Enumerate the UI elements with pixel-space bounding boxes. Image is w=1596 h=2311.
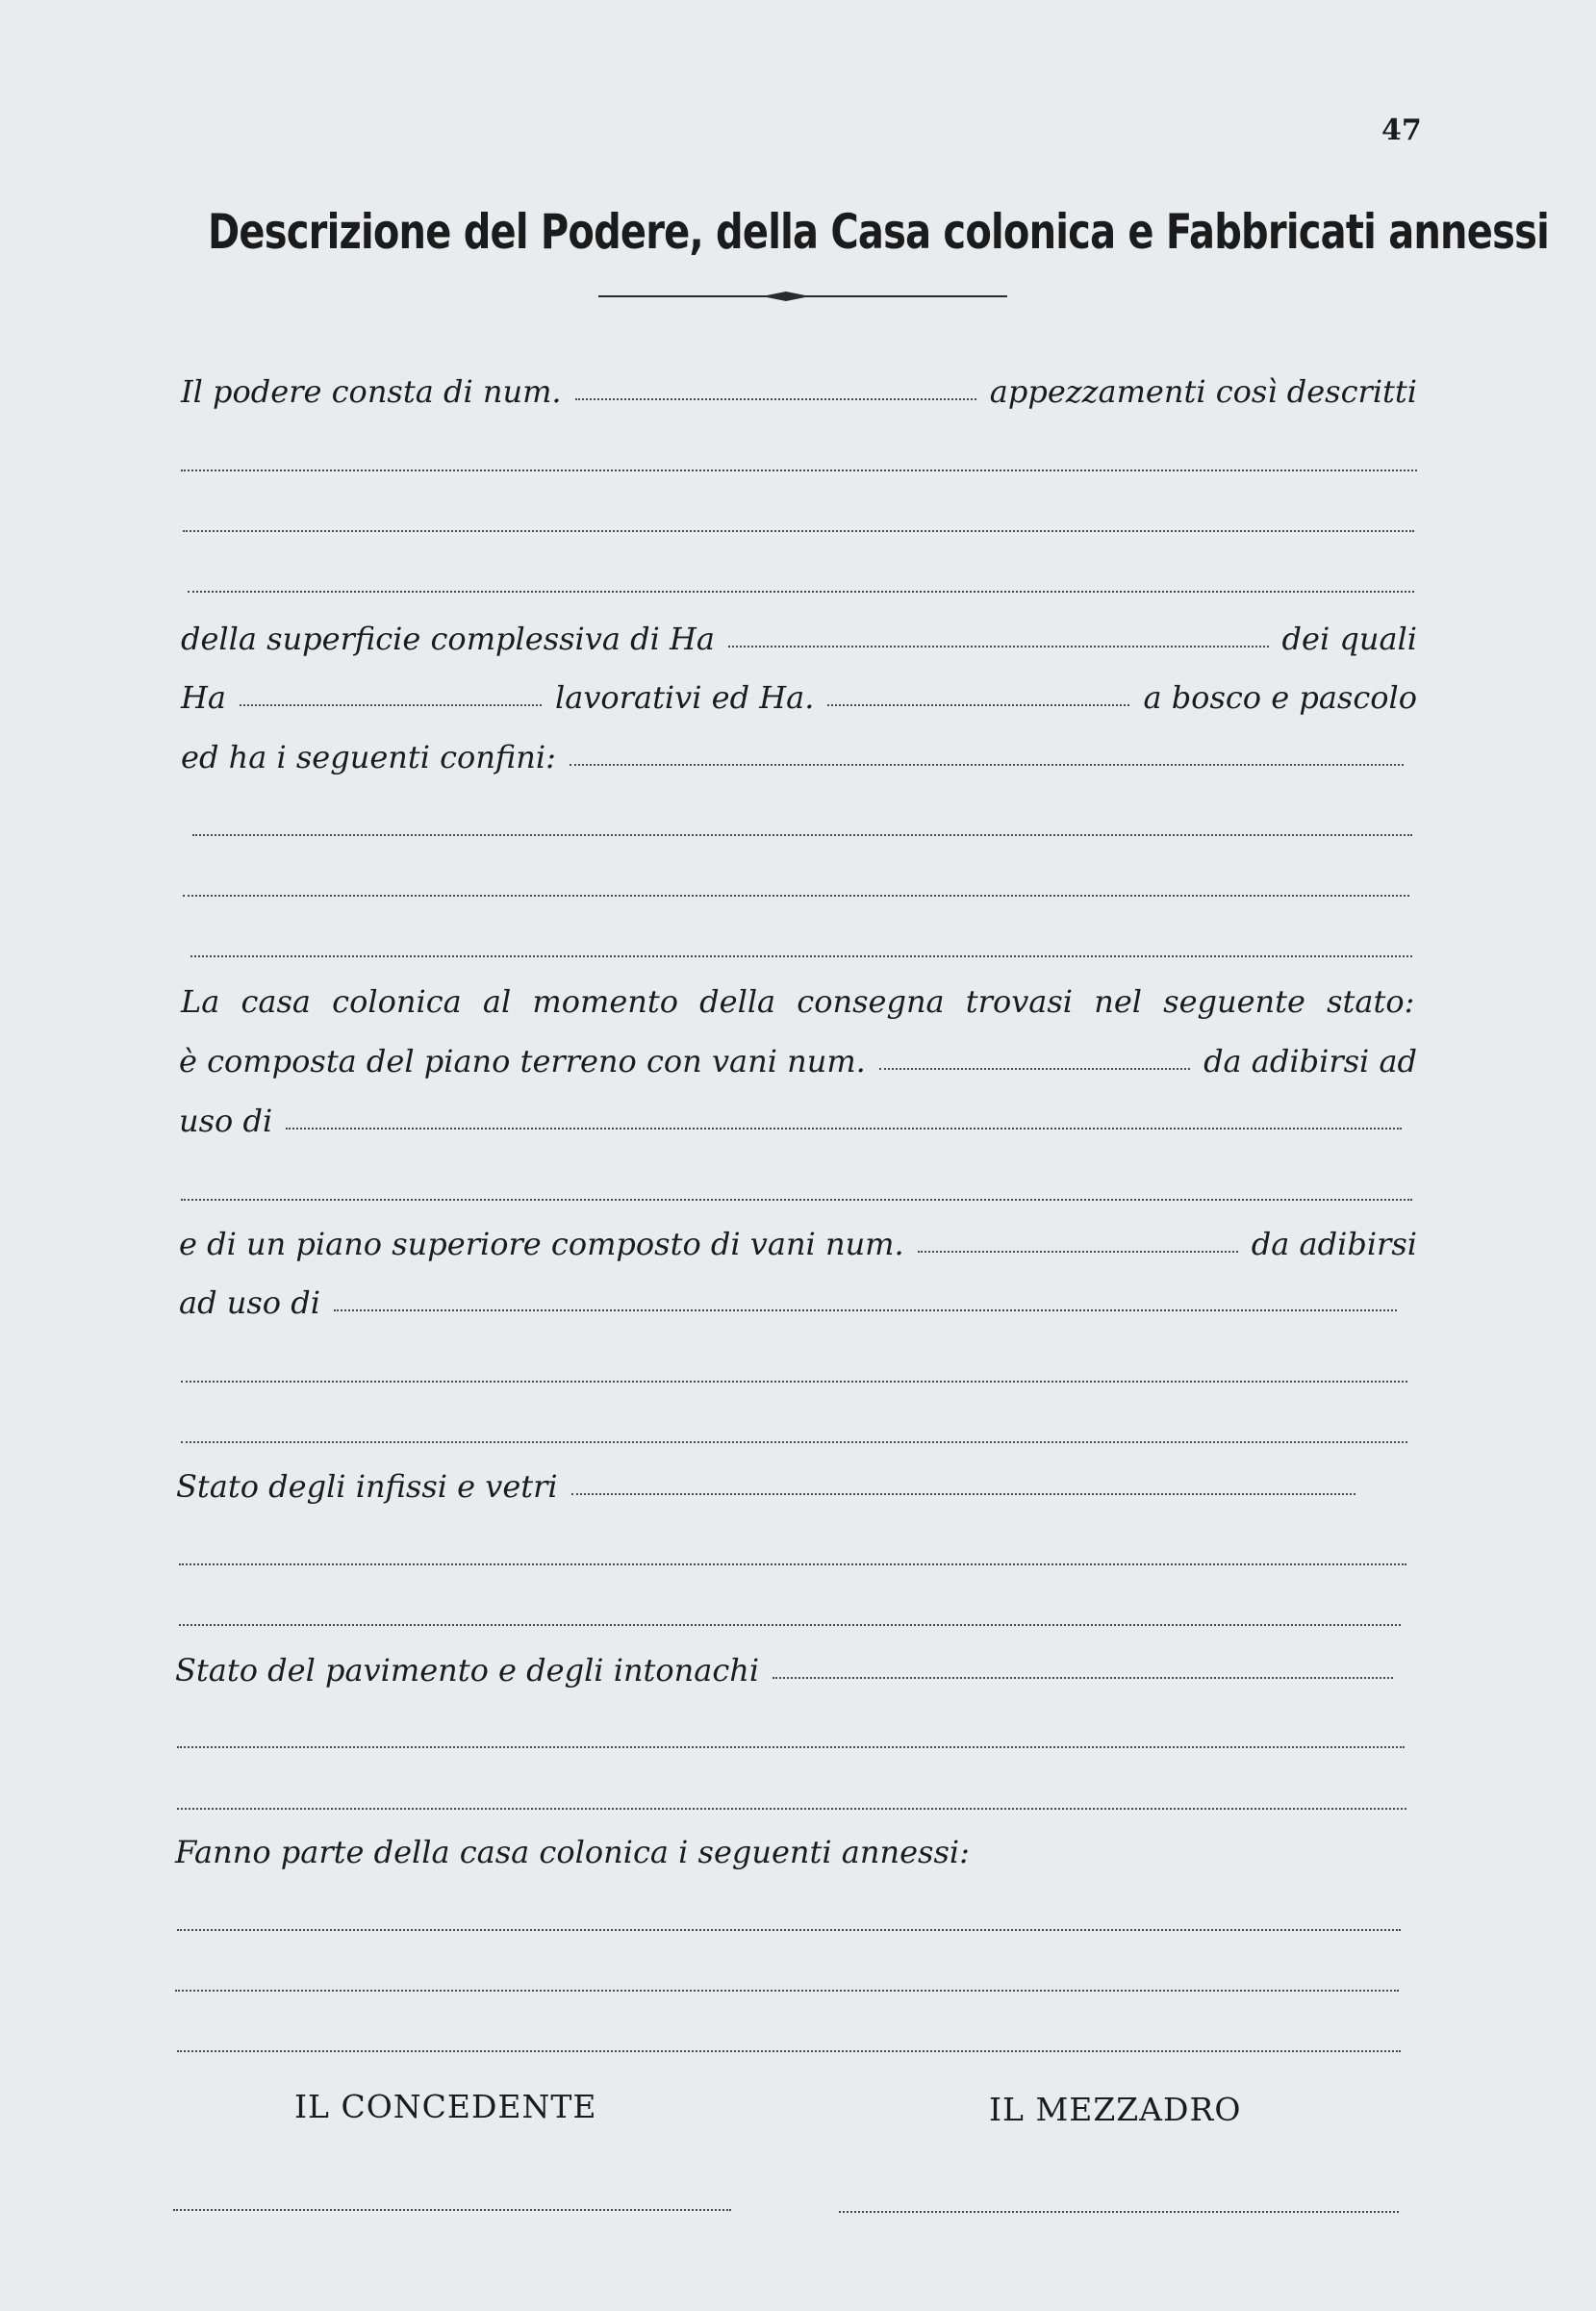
confini-row — [181, 739, 1417, 775]
annessi-line-1[interactable] — [177, 1929, 1401, 1931]
superficie-suffix: dei quali — [1281, 621, 1417, 657]
appezzamenti-line-1[interactable] — [181, 470, 1417, 471]
ad-uso-di-field[interactable] — [334, 1309, 1397, 1311]
appezzamenti-line-2[interactable] — [183, 530, 1414, 532]
appezzamenti-line-3[interactable] — [188, 591, 1414, 593]
piano-superiore-suffix: da adibirsi — [1251, 1226, 1417, 1262]
infissi-row — [176, 1468, 1369, 1505]
mezzadro-label: IL MEZZADRO — [989, 2091, 1242, 2128]
infissi-line-1[interactable] — [179, 1563, 1406, 1565]
piano-superiore-row — [179, 1226, 1417, 1262]
ad-uso-di-row — [179, 1284, 1410, 1321]
annessi-label: Fanno parte della casa colonica i seguenti annessi: — [175, 1834, 970, 1870]
annessi-row — [175, 1834, 1406, 1870]
uso-di-line-1[interactable] — [181, 1199, 1412, 1201]
mezzadro-signature-line[interactable] — [839, 2211, 1399, 2213]
uso-di-field[interactable] — [286, 1128, 1402, 1130]
piano-superiore-prefix: e di un piano superiore composto di vani num. — [179, 1226, 904, 1262]
piano-terreno-field[interactable] — [879, 1068, 1190, 1070]
page-title: Descrizione del Podere, della Casa colonica e Fabbricati annessi — [208, 204, 1549, 260]
ad-uso-di-label: ad uso di — [179, 1284, 320, 1321]
bosco-field[interactable] — [827, 704, 1129, 706]
ha-label: Ha — [181, 679, 226, 716]
annessi-line-2[interactable] — [175, 1990, 1399, 1992]
concedente-signature-line[interactable] — [173, 2209, 731, 2211]
pavimento-field[interactable] — [773, 1677, 1393, 1679]
annessi-line-3[interactable] — [177, 2050, 1401, 2052]
appezzamenti-suffix: appezzamenti così descritti — [989, 373, 1417, 410]
confini-field[interactable] — [570, 764, 1404, 766]
lavorativi-label: lavorativi ed Ha. — [555, 679, 815, 716]
appezzamenti-field[interactable] — [575, 398, 976, 400]
ad-uso-di-line-2[interactable] — [181, 1441, 1407, 1443]
uso-di-label: uso di — [179, 1103, 273, 1139]
pavimento-line-1[interactable] — [177, 1746, 1405, 1748]
title-ornament — [598, 293, 1007, 299]
pavimento-row — [175, 1652, 1406, 1689]
uso-di-row — [179, 1103, 1415, 1139]
superficie-row — [181, 621, 1417, 657]
piano-terreno-suffix: da adibirsi ad — [1203, 1043, 1417, 1079]
lavorativi-row — [181, 679, 1417, 716]
confini-line-1[interactable] — [192, 834, 1412, 836]
pavimento-label: Stato del pavimento e degli intonachi — [175, 1652, 760, 1689]
page-number: 47 — [1381, 114, 1422, 147]
superficie-prefix: della superficie complessiva di Ha — [181, 621, 715, 657]
ha-field[interactable] — [240, 704, 542, 706]
piano-terreno-row — [179, 1043, 1417, 1079]
confini-label: ed ha i seguenti confini: — [181, 739, 556, 775]
casa-stato-label: La casa colonica al momento della consegna trovasi nel seguente stato: — [181, 983, 1415, 1020]
appezzamenti-row — [181, 373, 1417, 410]
infissi-line-2[interactable] — [179, 1624, 1401, 1626]
concedente-label: IL CONCEDENTE — [294, 2088, 597, 2125]
confini-line-3[interactable] — [190, 955, 1412, 957]
infissi-field[interactable] — [571, 1493, 1355, 1495]
pavimento-line-2[interactable] — [177, 1808, 1406, 1810]
superficie-field[interactable] — [728, 646, 1269, 648]
bosco-label: a bosco e pascolo — [1143, 679, 1417, 716]
ad-uso-di-line-1[interactable] — [181, 1381, 1407, 1383]
piano-terreno-prefix: è composta del piano terreno con vani num. — [179, 1043, 866, 1079]
appezzamenti-prefix: Il podere consta di num. — [181, 373, 562, 410]
piano-superiore-field[interactable] — [918, 1251, 1238, 1253]
casa-stato-row — [181, 983, 1417, 1020]
infissi-label: Stato degli infissi e vetri — [176, 1468, 558, 1505]
confini-line-2[interactable] — [183, 895, 1409, 897]
